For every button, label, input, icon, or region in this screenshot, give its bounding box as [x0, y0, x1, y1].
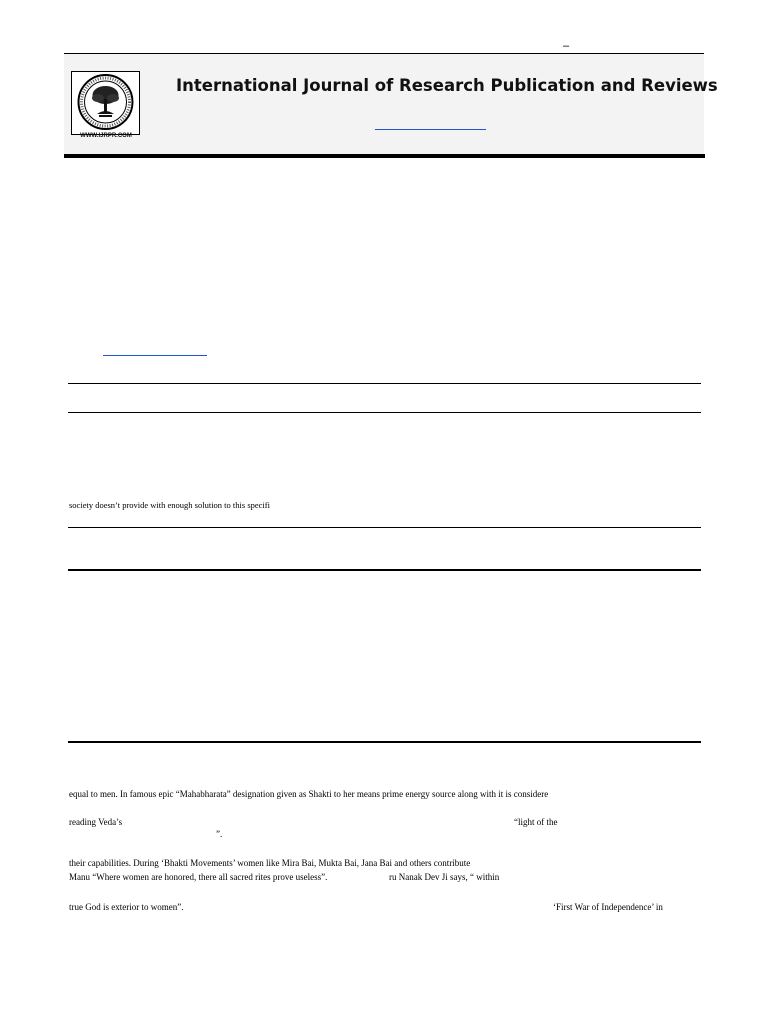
body-line-6b: ‘First War of Independence’ in: [553, 902, 663, 912]
body-line-1: equal to men. In famous epic “Mahabharata” designation given as Shakti to her means prime energy source along with it is considere: [69, 789, 549, 799]
body-line-2a: reading Veda’s: [69, 817, 123, 827]
abstract-rule: [68, 527, 701, 528]
abstract-text-line: society doesn’t provide with enough solution to this specifi: [69, 500, 270, 510]
header-dash: –: [563, 40, 570, 52]
body-line-5a: Manu “Where women are honored, there all sacred rites prove useless”.: [69, 872, 328, 882]
article-info-rule-bottom: [68, 412, 701, 413]
logo-url-text: WWW.IJRPR.COM: [80, 133, 132, 139]
header-link[interactable]: [375, 129, 486, 130]
tree-seal-logo-icon: [71, 71, 140, 141]
body-line-4: their capabilities. During ‘Bhakti Movements’ women like Mira Bai, Mukta Bai, Jana Bai and others contribute: [69, 858, 471, 868]
article-info-rule-top: [68, 383, 701, 384]
section-rule-thick-2: [68, 741, 701, 743]
journal-title: International Journal of Research Publication and Reviews: [176, 76, 718, 95]
header-bottom-rule: [64, 154, 705, 158]
body-line-3: ”.: [216, 829, 223, 839]
author-email-link[interactable]: [103, 355, 207, 356]
section-rule-thick-1: [68, 569, 701, 571]
journal-header: [64, 54, 704, 154]
body-line-6a: true God is exterior to women”.: [69, 902, 184, 912]
body-line-5b: ru Nanak Dev Ji says, “ within: [389, 872, 500, 882]
body-line-2b: “light of the: [514, 817, 558, 827]
